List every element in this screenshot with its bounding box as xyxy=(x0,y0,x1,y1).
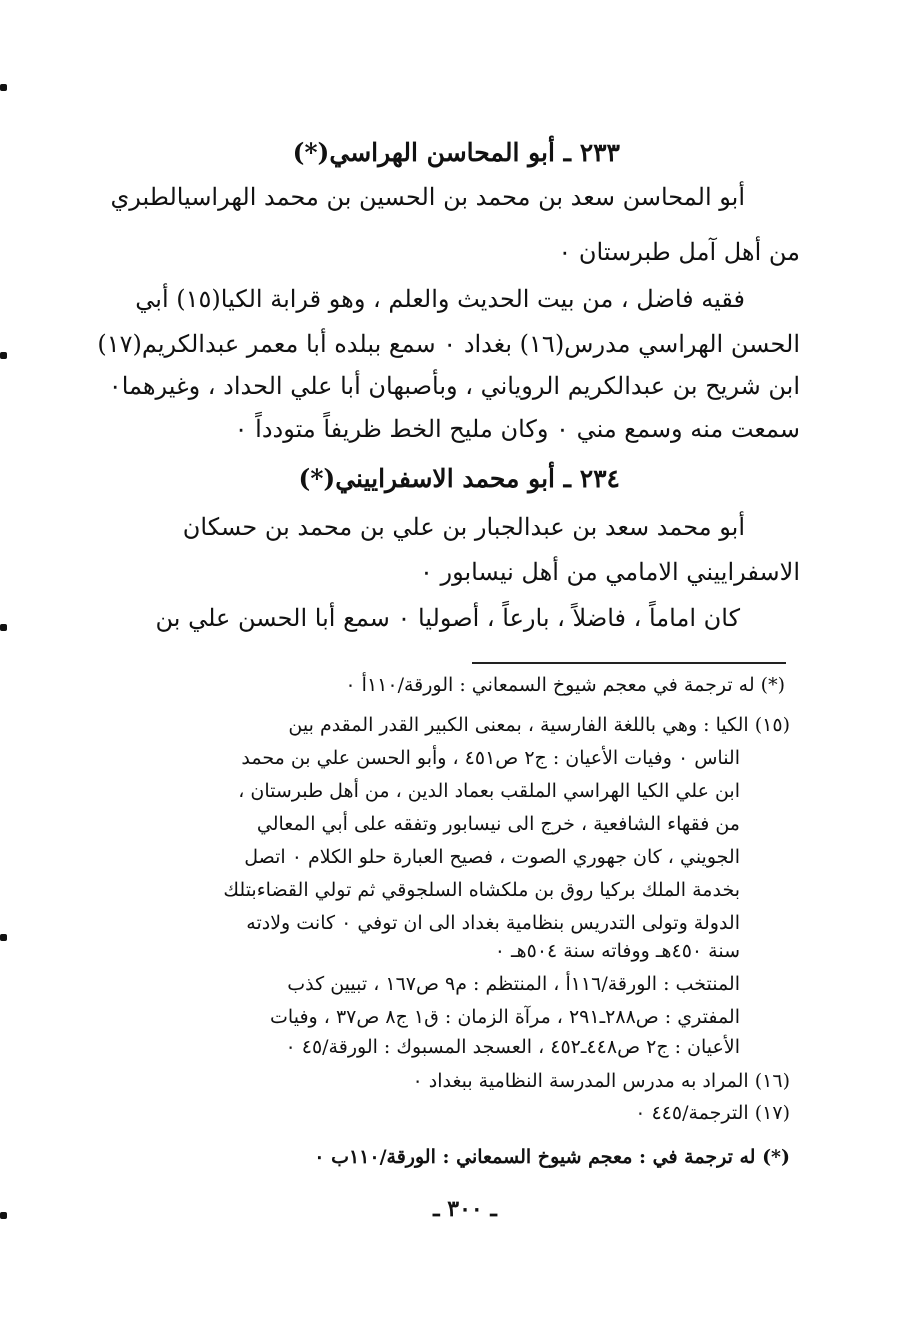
entry-233-line-6: سمعت منه وسمع مني ٠ وكان مليح الخط ظريفاً متودداً ٠ xyxy=(234,415,800,443)
entry-234-line-2: الاسفراييني الامامي من أهل نيسابور ٠ xyxy=(419,558,800,586)
entry-233-heading: ٢٣٣ ـ أبو المحاسن الهراسي(*) xyxy=(292,138,620,167)
footnote-15-line-8: سنة ٤٥٠هـ ووفاته سنة ٥٠٤هـ ٠ xyxy=(494,940,740,962)
footnote-15-line-7: الدولة وتولى التدريس بنظامية بغداد الى ان توفي ٠ كانت ولادته xyxy=(246,912,740,934)
footnote-15-line-9: المنتخب : الورقة/١١٦أ ، المنتظم : م٩ ص١٦٧ ، تبيين كذب xyxy=(287,973,740,995)
footnote-15-line-3: ابن علي الكيا الهراسي الملقب بعماد الدين ، من أهل طبرستان ، xyxy=(238,780,740,802)
footnote-15-line-6: بخدمة الملك بركيا روق بن ملكشاه السلجوقي ثم تولي القضاءبتلك xyxy=(223,879,740,901)
entry-233-line-5: ابن شريح بن عبدالكريم الروياني ، وبأصبهان أبا علي الحداد ، وغيرهما٠ xyxy=(108,372,800,400)
scan-mark-4 xyxy=(0,934,7,941)
footnote-15-line-5: الجويني ، كان جهوري الصوت ، فصيح العبارة حلو الكلام ٠ اتصل xyxy=(244,846,740,868)
entry-234-heading: ٢٣٤ ـ أبو محمد الاسفراييني(*) xyxy=(298,464,620,493)
footnote-separator xyxy=(472,662,786,664)
footnote-16: (١٦) المراد به مدرس المدرسة النظامية ببغداد ٠ xyxy=(412,1070,790,1092)
entry-234-line-1: أبو محمد سعد بن عبدالجبار بن علي بن محمد بن حسكان xyxy=(182,513,745,541)
entry-233-line-1: أبو المحاسن سعد بن محمد بن الحسين بن محمد الهراسيالطبري xyxy=(110,183,745,211)
scan-mark-5 xyxy=(0,1212,7,1219)
footnote-15-line-2: الناس ٠ وفيات الأعيان : ج٢ ص٤٥١ ، وأبو الحسن علي بن محمد xyxy=(241,747,740,769)
footnote-15-line-11: الأعيان : ج٢ ص٤٤٨ـ٤٥٢ ، العسجد المسبوك : الورقة/٤٥ ٠ xyxy=(285,1036,740,1058)
page-number: ـ ٣٠٠ ـ xyxy=(433,1196,497,1222)
scan-mark-3 xyxy=(0,624,7,631)
footnote-15-line-1: (١٥) الكيا : وهي باللغة الفارسية ، بمعنى الكبير القدر المقدم بين xyxy=(288,714,790,736)
entry-233-line-3: فقيه فاضل ، من بيت الحديث والعلم ، وهو قرابة الكيا(١٥) أبي xyxy=(135,285,745,313)
entry-234-line-3: كان اماماً ، فاضلاً ، بارعاً ، أصوليا ٠ سمع أبا الحسن علي بن xyxy=(155,604,740,632)
footnote-star-2: (*) له ترجمة في : معجم شيوخ السمعاني : الورقة/١١٠ب ٠ xyxy=(314,1146,790,1168)
footnote-17: (١٧) الترجمة/٤٤٥ ٠ xyxy=(635,1102,790,1124)
scan-mark-1 xyxy=(0,84,7,91)
entry-233-line-4: الحسن الهراسي مدرس(١٦) بغداد ٠ سمع ببلده أبا معمر عبدالكريم(١٧) xyxy=(97,330,800,358)
scan-mark-2 xyxy=(0,352,7,359)
entry-233-line-2: من أهل آمل طبرستان ٠ xyxy=(558,238,800,266)
footnote-star-1: (*) له ترجمة في معجم شيوخ السمعاني : الورقة/١١٠أ ٠ xyxy=(345,674,785,696)
footnote-15-line-10: المفتري : ص٢٨٨ـ٢٩١ ، مرآة الزمان : ق١ ج٨ ص٣٧ ، وفيات xyxy=(270,1006,740,1028)
footnote-15-line-4: من فقهاء الشافعية ، خرج الى نيسابور وتفقه على أبي المعالي xyxy=(256,813,740,835)
